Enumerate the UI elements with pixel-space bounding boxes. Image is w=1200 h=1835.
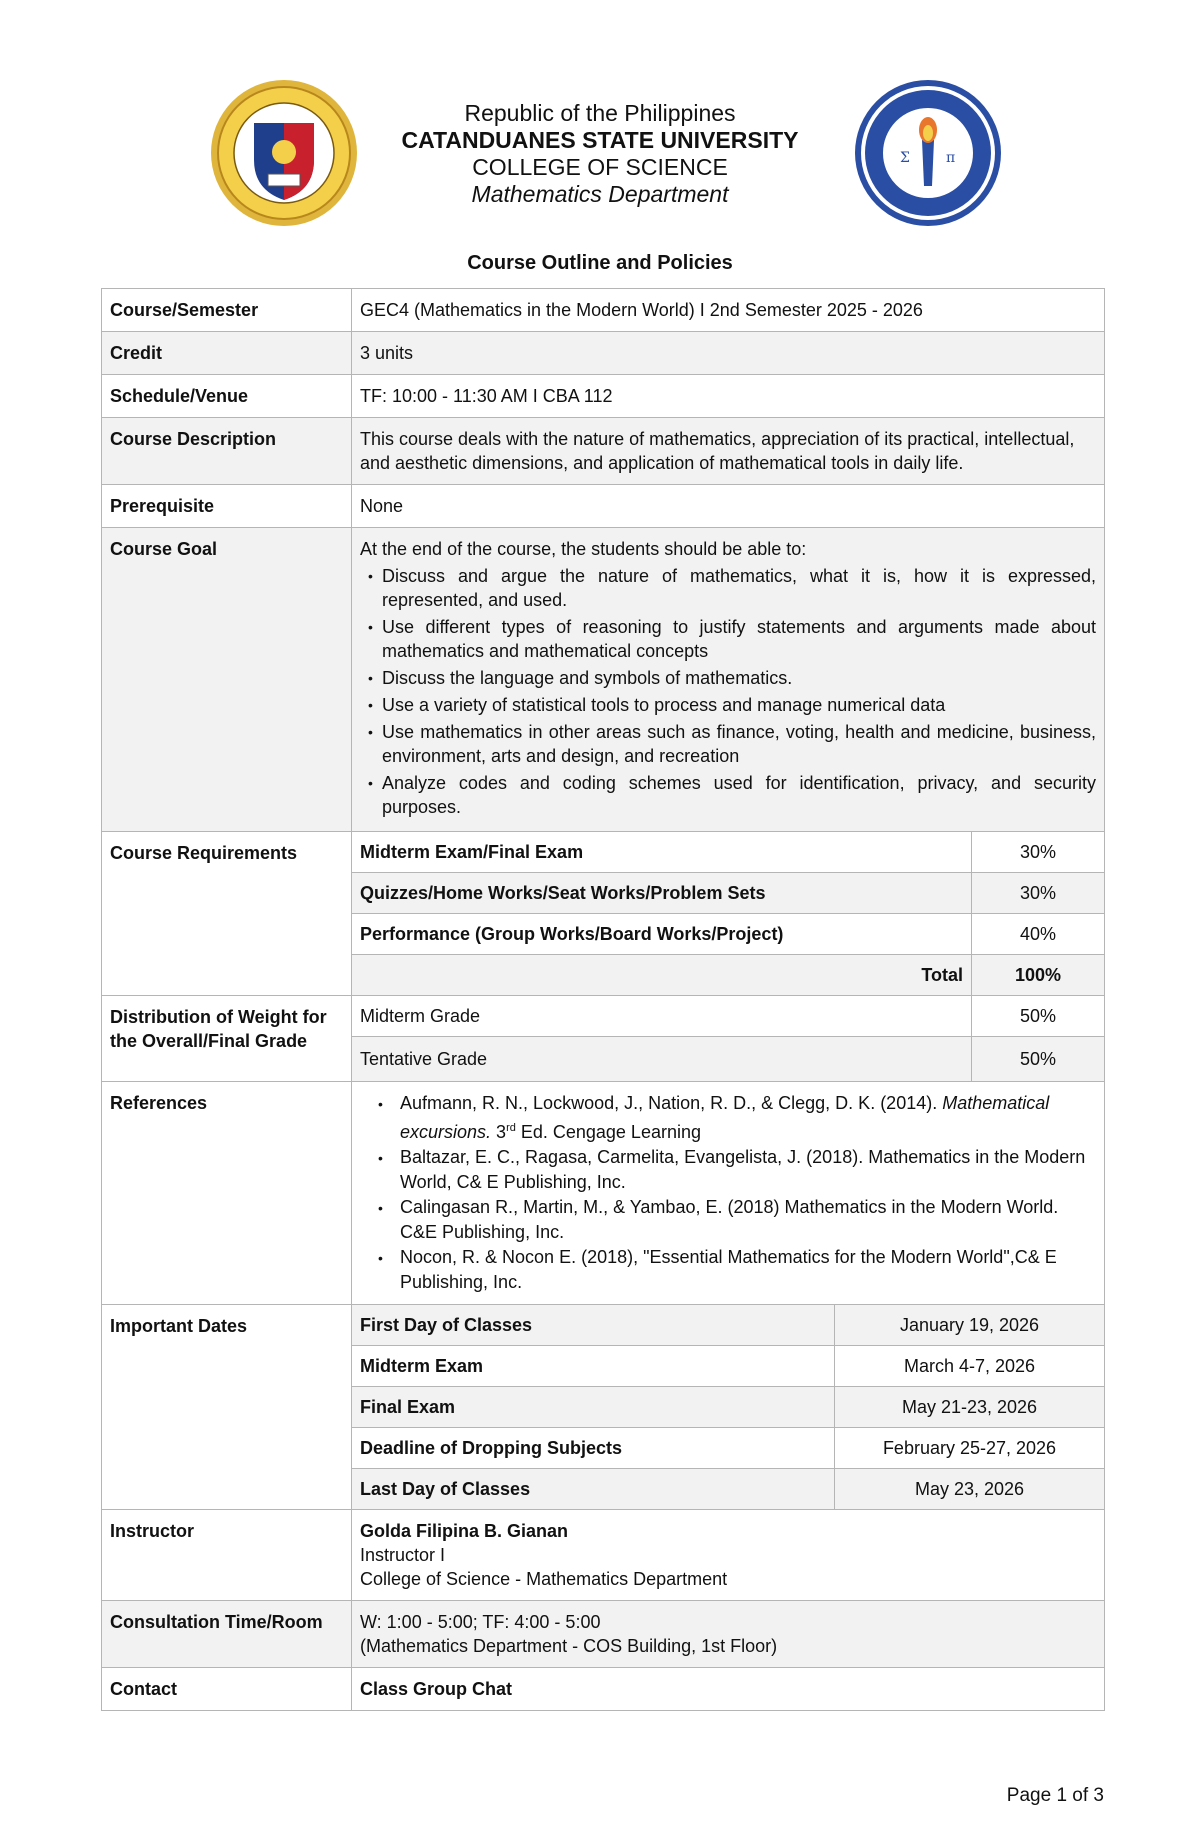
page-number: Page 1 of 3 bbox=[1006, 1785, 1104, 1806]
contact-row bbox=[102, 1668, 1105, 1711]
grade-component: Tentative Grade bbox=[360, 1049, 488, 1069]
table-row bbox=[352, 832, 1104, 873]
list-item: • Nocon, R. & Nocon E. (2018), "Essential Mathematics for the Modern World",C& E Publishing, Inc. bbox=[378, 1247, 1057, 1292]
requirement-name: Quizzes/Home Works/Seat Works/Problem Sets bbox=[352, 873, 972, 914]
date-event: Deadline of Dropping Subjects bbox=[352, 1428, 835, 1469]
requirements-table bbox=[352, 832, 1104, 995]
row-label: Consultation Time/Room bbox=[102, 1601, 352, 1668]
references-cell bbox=[352, 1082, 1105, 1305]
date-event: Final Exam bbox=[352, 1387, 835, 1428]
consultation-cell bbox=[352, 1601, 1105, 1668]
row-label: Course Requirements bbox=[102, 832, 352, 996]
row-value: This course deals with the nature of mathematics, appreciation of its practical, intellectual, and aesthetic dimensions, and application of mathematical tools in daily life. bbox=[352, 418, 1105, 485]
row-value: None bbox=[352, 485, 1105, 528]
row-label: Instructor bbox=[102, 1510, 352, 1601]
table-row bbox=[352, 914, 1104, 955]
svg-text:Σ: Σ bbox=[900, 150, 910, 166]
row-label: Prerequisite bbox=[102, 485, 352, 528]
date-event: First Day of Classes bbox=[352, 1305, 835, 1346]
schedule-row bbox=[102, 375, 1105, 418]
table-row bbox=[352, 996, 1104, 1037]
requirement-name: Performance (Group Works/Board Works/Project) bbox=[352, 914, 972, 955]
total-label: Total bbox=[921, 965, 963, 985]
requirements-row bbox=[102, 832, 1105, 996]
table-row bbox=[352, 1346, 1104, 1387]
consultation-room: (Mathematics Department - COS Building, 1st Floor) bbox=[360, 1636, 778, 1656]
description-row bbox=[102, 418, 1105, 485]
republic-line: Republic of the Philippines bbox=[464, 100, 736, 126]
row-value: GEC4 (Mathematics in the Modern World) I 2nd Semester 2025 - 2026 bbox=[352, 289, 1105, 332]
grade-component: Midterm Grade bbox=[352, 996, 972, 1037]
list-item: • Aufmann, R. N., Lockwood, J., Nation, R. D., & Clegg, D. K. (2014). Mathematical excursions. 3rd Ed. Cengage Learning bbox=[378, 1093, 1050, 1142]
department-name: Mathematics Department bbox=[471, 181, 729, 207]
letterhead bbox=[0, 78, 1200, 228]
row-label: Distribution of Weight for the Overall/Final Grade bbox=[102, 996, 352, 1082]
date-value: May 23, 2026 bbox=[835, 1469, 1105, 1510]
table-row bbox=[352, 1469, 1104, 1510]
distribution-table bbox=[352, 996, 1104, 1081]
list-item: • Use mathematics in other areas such as finance, voting, health and medicine, business, environment, arts and design, and recreation bbox=[382, 720, 1096, 768]
date-value: January 19, 2026 bbox=[835, 1305, 1105, 1346]
grade-weight: 50% bbox=[972, 996, 1105, 1037]
distribution-row bbox=[102, 996, 1105, 1082]
instructor-row bbox=[102, 1510, 1105, 1601]
list-item: • Discuss the language and symbols of mathematics. bbox=[382, 666, 1096, 690]
list-item: • Calingasan R., Martin, M., & Yambao, E. (2018) Mathematics in the Modern World. C&E Publishing, Inc. bbox=[378, 1197, 1059, 1242]
instructor-position: Instructor I bbox=[360, 1545, 446, 1565]
row-label: Important Dates bbox=[102, 1305, 352, 1510]
consultation-row bbox=[102, 1601, 1105, 1668]
table-row bbox=[352, 1037, 1104, 1082]
letterhead-text bbox=[0, 100, 1200, 208]
instructor-name: Golda Filipina B. Gianan bbox=[360, 1521, 569, 1541]
consultation-time: W: 1:00 - 5:00; TF: 4:00 - 5:00 bbox=[360, 1612, 601, 1632]
list-item: • Discuss and argue the nature of mathematics, what it is, how it is expressed, represented, and used. bbox=[382, 564, 1096, 612]
requirements-cell bbox=[352, 832, 1105, 996]
goal-intro: At the end of the course, the students should be able to: bbox=[360, 539, 807, 559]
goal-list bbox=[360, 564, 1096, 819]
requirement-name: Midterm Exam/Final Exam bbox=[352, 832, 972, 873]
row-label: Course/Semester bbox=[102, 289, 352, 332]
dates-cell bbox=[352, 1305, 1105, 1510]
row-label: Credit bbox=[102, 332, 352, 375]
requirement-weight: 30% bbox=[972, 873, 1105, 914]
total-row bbox=[352, 955, 1104, 996]
course-outline-table bbox=[101, 288, 1105, 1711]
list-item: • Use different types of reasoning to justify statements and arguments made about mathematics and mathematical concepts bbox=[382, 615, 1096, 663]
row-label: Course Goal bbox=[102, 528, 352, 832]
instructor-office: College of Science - Mathematics Department bbox=[360, 1569, 728, 1589]
row-value: TF: 10:00 - 11:30 AM I CBA 112 bbox=[352, 375, 1105, 418]
distribution-cell bbox=[352, 996, 1105, 1082]
goal-cell bbox=[352, 528, 1105, 832]
date-value: February 25-27, 2026 bbox=[835, 1428, 1105, 1469]
list-item: • Baltazar, E. C., Ragasa, Carmelita, Evangelista, J. (2018). Mathematics in the Modern World, C& E Publishing, Inc. bbox=[378, 1147, 1086, 1192]
svg-text:π: π bbox=[946, 150, 956, 166]
date-event: Last Day of Classes bbox=[360, 1479, 531, 1499]
row-value: 3 units bbox=[352, 332, 1105, 375]
contact-value: Class Group Chat bbox=[352, 1668, 1105, 1711]
requirement-weight: 30% bbox=[972, 832, 1105, 873]
list-item: • Analyze codes and coding schemes used for identification, privacy, and security purposes. bbox=[382, 771, 1096, 819]
total-value: 100% bbox=[972, 955, 1105, 996]
date-value: May 21-23, 2026 bbox=[835, 1387, 1105, 1428]
university-name: CATANDUANES STATE UNIVERSITY bbox=[401, 127, 799, 153]
row-label: Schedule/Venue bbox=[102, 375, 352, 418]
date-event: Midterm Exam bbox=[352, 1346, 835, 1387]
grade-weight: 50% bbox=[972, 1037, 1105, 1082]
row-label: References bbox=[102, 1082, 352, 1305]
course-row bbox=[102, 289, 1105, 332]
goal-row bbox=[102, 528, 1105, 832]
college-seal-icon bbox=[852, 78, 1004, 228]
table-row bbox=[352, 1387, 1104, 1428]
table-row bbox=[352, 1428, 1104, 1469]
reference-list bbox=[360, 1091, 1096, 1294]
credit-row bbox=[102, 332, 1105, 375]
dates-row bbox=[102, 1305, 1105, 1510]
row-label: Course Description bbox=[102, 418, 352, 485]
prerequisite-row bbox=[102, 485, 1105, 528]
references-row bbox=[102, 1082, 1105, 1305]
document-title: Course Outline and Policies bbox=[467, 252, 733, 274]
table-row bbox=[352, 873, 1104, 914]
instructor-cell bbox=[352, 1510, 1105, 1601]
college-name: COLLEGE OF SCIENCE bbox=[472, 154, 728, 180]
date-value: March 4-7, 2026 bbox=[835, 1346, 1105, 1387]
table-row bbox=[352, 1305, 1104, 1346]
dates-table bbox=[352, 1305, 1104, 1509]
row-label: Contact bbox=[102, 1668, 352, 1711]
requirement-weight: 40% bbox=[972, 914, 1105, 955]
list-item: • Use a variety of statistical tools to process and manage numerical data bbox=[382, 693, 1096, 717]
